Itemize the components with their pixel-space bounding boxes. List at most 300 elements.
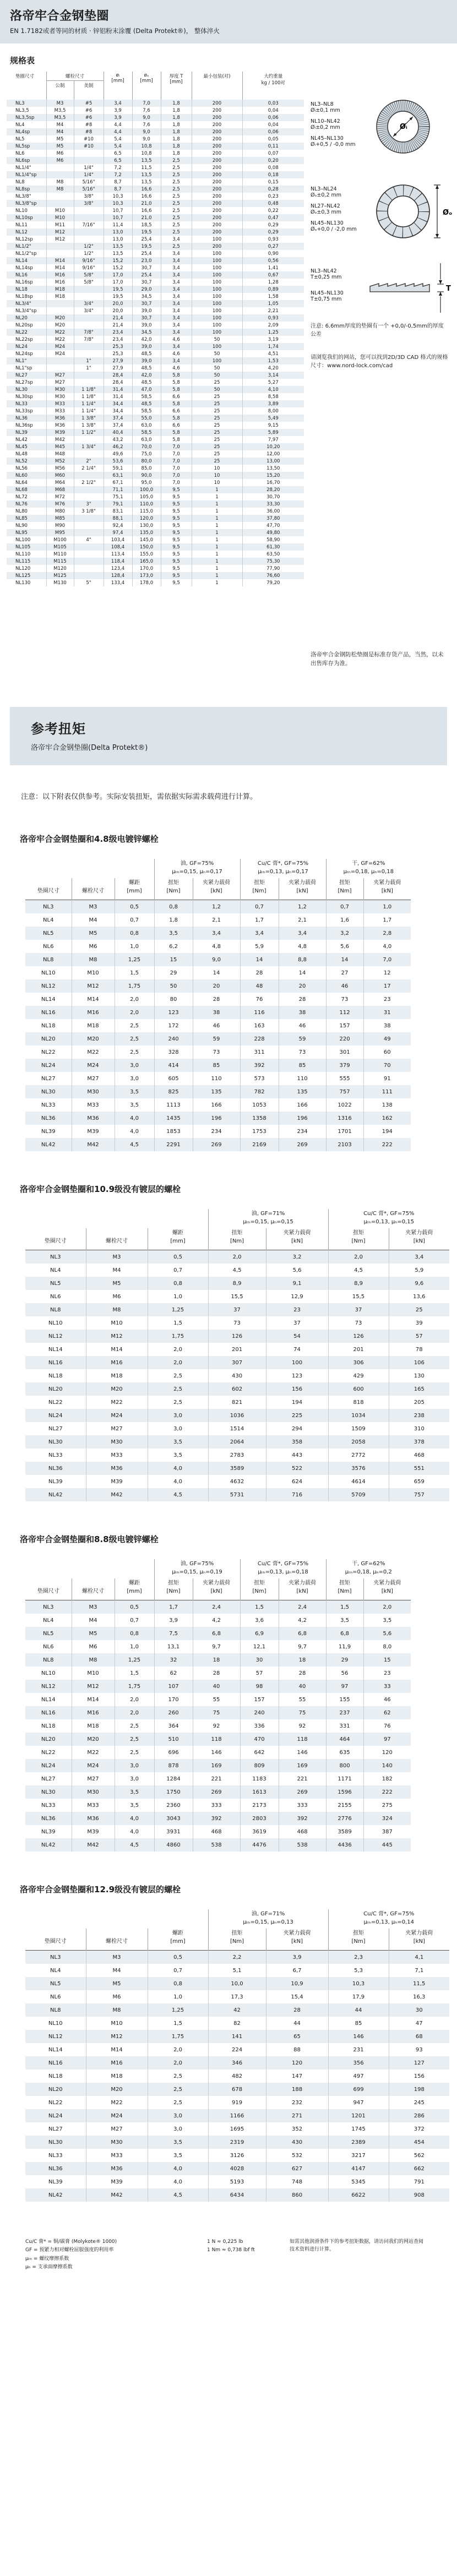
table-cell: NL76 bbox=[15, 501, 28, 507]
table-cell: 23 bbox=[363, 1666, 411, 1680]
spec-table bbox=[7, 72, 304, 586]
table-cell: 6,5 bbox=[104, 157, 132, 164]
table-cell: 14 bbox=[279, 966, 326, 979]
table-cell: 1,05 bbox=[242, 300, 304, 307]
table-cell: NL8 bbox=[50, 1306, 61, 1313]
table-cell: 2,5 bbox=[115, 1719, 154, 1733]
table-cell: NL18 bbox=[48, 2073, 63, 2079]
table-row bbox=[25, 2109, 449, 2122]
table-cell: M8 bbox=[72, 1653, 115, 1666]
table-cell: 30 bbox=[389, 2003, 449, 2017]
column-header-clamp: 夹紧力载荷 [kN] bbox=[266, 1929, 328, 1951]
table-cell: M27 bbox=[46, 379, 74, 386]
table-cell: M16 bbox=[86, 1356, 148, 1369]
table-cell: 200 bbox=[192, 207, 242, 214]
table-cell: 28,4 bbox=[104, 372, 132, 379]
table-cell: NL4 bbox=[43, 917, 54, 923]
table-cell: 91 bbox=[363, 1072, 411, 1085]
table-cell: 3,4 bbox=[279, 927, 326, 940]
table-cell: M27 bbox=[86, 2122, 148, 2136]
table-cell: 13,0 bbox=[104, 228, 132, 236]
table-cell: 4614 bbox=[328, 1475, 389, 1488]
table-cell: 2058 bbox=[328, 1435, 389, 1448]
table-cell: 100 bbox=[192, 300, 242, 307]
table-cell: 25,4 bbox=[132, 250, 161, 257]
table-cell: NL60 bbox=[15, 472, 28, 478]
table-cell: 600 bbox=[328, 1382, 389, 1396]
table-cell: M36 bbox=[72, 1812, 115, 1825]
table-cell: 5,8 bbox=[161, 415, 192, 422]
table-cell: NL22 bbox=[15, 329, 28, 335]
table-cell: 624 bbox=[266, 1475, 328, 1488]
table-row bbox=[7, 443, 304, 450]
table-cell: 29 bbox=[326, 1653, 363, 1666]
table-cell: 1/4" bbox=[74, 171, 104, 178]
table-cell: 5,9 bbox=[240, 940, 279, 953]
washer-profile-icon bbox=[368, 260, 456, 315]
table-cell: 443 bbox=[266, 1448, 328, 1462]
table-cell: 1 3/4" bbox=[74, 443, 104, 450]
column-header-washer: 垫圈尺寸 bbox=[37, 1588, 59, 1594]
table-cell: 85,0 bbox=[132, 465, 161, 472]
torque-table-block-4-8 bbox=[0, 833, 457, 1151]
tolerance-value: Øᵢ±0,1 mm bbox=[311, 107, 340, 113]
table-cell: 103,4 bbox=[104, 536, 132, 543]
table-cell: NL4 bbox=[50, 1967, 61, 1974]
table-cell: 107 bbox=[154, 1680, 193, 1693]
table-cell: 8,9 bbox=[208, 1277, 266, 1290]
table-cell: 37 bbox=[208, 1303, 266, 1316]
thickness-tolerance-note: 注意: 6.6mm厚度的垫圈有一个 +0,0/-0,5mm的厚度公差 bbox=[311, 323, 444, 337]
table-cell: M105 bbox=[46, 543, 74, 551]
tolerance-range: NL27–NL42 bbox=[311, 203, 340, 209]
table-cell: 468 bbox=[389, 1448, 449, 1462]
table-cell: 0,8 bbox=[115, 927, 154, 940]
torque-table-body bbox=[25, 900, 411, 1152]
table-cell: 100 bbox=[192, 250, 242, 257]
table-cell: 240 bbox=[240, 1706, 279, 1719]
tolerance-value: Øᵢ±0,2 mm bbox=[311, 124, 340, 130]
table-cell: 860 bbox=[266, 2188, 328, 2202]
table-cell: M36 bbox=[72, 1112, 115, 1125]
header-spacer bbox=[25, 1909, 208, 1929]
table-cell: 4,5 bbox=[208, 1264, 266, 1277]
table-cell: 3,2 bbox=[266, 1250, 328, 1264]
table-cell: 200 bbox=[192, 193, 242, 200]
table-cell: 2 1/4" bbox=[74, 465, 104, 472]
table-cell: M100 bbox=[46, 536, 74, 543]
tolerance-range: NL3–NL8 bbox=[311, 101, 334, 107]
table-cell: 2,21 bbox=[242, 307, 304, 314]
table-cell: NL6 bbox=[50, 1994, 61, 2000]
group-header-oil: 油, GF=75% μₜₕ=0,15, μₕ=0,19 bbox=[154, 1559, 240, 1578]
table-cell: M20 bbox=[86, 1382, 148, 1396]
table-cell: 9,5 bbox=[161, 522, 192, 529]
table-row bbox=[7, 551, 304, 558]
table-cell: 38 bbox=[279, 1006, 326, 1019]
table-row bbox=[25, 1072, 411, 1085]
table-cell: 2319 bbox=[208, 2136, 266, 2149]
table-cell: 100 bbox=[192, 257, 242, 264]
stock-note: 洛帝牢合金钢防松垫圈是标准存货产品，当然，以未出售库存为准。 bbox=[311, 651, 444, 667]
table-cell bbox=[46, 307, 74, 314]
table-cell: 4,4 bbox=[104, 121, 132, 128]
table-cell: NL16 bbox=[41, 1009, 56, 1016]
footnotes bbox=[25, 2238, 447, 2272]
table-cell: 3,9 bbox=[104, 107, 132, 114]
table-cell: 10,3 bbox=[104, 200, 132, 207]
table-cell: 165 bbox=[389, 1382, 449, 1396]
table-cell: 3/4" bbox=[74, 300, 104, 307]
table-cell: 0,5 bbox=[148, 1951, 208, 1964]
table-cell: 269 bbox=[279, 1138, 326, 1151]
table-cell: 79,20 bbox=[242, 579, 304, 586]
table-cell: NL52 bbox=[15, 458, 28, 464]
table-cell: 92 bbox=[279, 1719, 326, 1733]
table-row bbox=[25, 1838, 411, 1851]
table-row bbox=[7, 522, 304, 529]
table-cell: 50 bbox=[192, 336, 242, 343]
table-cell: 3,9 bbox=[154, 1614, 193, 1627]
cad-link[interactable]: www.nord-lock.com/cad bbox=[327, 362, 393, 369]
table-cell: M8 bbox=[46, 186, 74, 193]
table-cell: NL3 bbox=[15, 100, 25, 106]
table-cell: 3,9 bbox=[104, 114, 132, 121]
table-cell: 110 bbox=[279, 1072, 326, 1085]
table-cell: 3,14 bbox=[242, 372, 304, 379]
table-cell: 120,0 bbox=[132, 515, 161, 522]
table-cell: 221 bbox=[193, 1772, 240, 1785]
table-cell: 14 bbox=[326, 953, 363, 966]
table-cell: M8 bbox=[72, 953, 115, 966]
table-cell: 0,90 bbox=[242, 250, 304, 257]
table-cell: M3 bbox=[72, 1600, 115, 1614]
table-cell: NL33sp bbox=[15, 408, 33, 414]
table-cell: 25 bbox=[192, 436, 242, 443]
table-cell: NL3 bbox=[50, 1954, 61, 1960]
table-cell: 17,3 bbox=[208, 1990, 266, 2003]
table-row bbox=[7, 207, 304, 214]
table-cell: M12 bbox=[86, 1330, 148, 1343]
column-header-thickness: 厚度 T [mm] bbox=[161, 72, 192, 100]
table-row bbox=[7, 500, 304, 508]
table-cell: 0,56 bbox=[242, 257, 304, 264]
table-cell: 9,0 bbox=[132, 128, 161, 135]
table-cell: NL8sp bbox=[15, 186, 30, 192]
table-cell: NL22 bbox=[48, 2099, 63, 2106]
table-row bbox=[25, 1409, 449, 1422]
table-cell: 48,5 bbox=[132, 350, 161, 357]
table-cell: 2,5 bbox=[115, 1019, 154, 1032]
table-cell: 30 bbox=[240, 1653, 279, 1666]
table-row bbox=[25, 2030, 449, 2043]
table-cell: NL30 bbox=[48, 2139, 63, 2145]
table-cell: 3,0 bbox=[148, 1422, 208, 1435]
table-cell: NL4 bbox=[43, 1617, 54, 1624]
table-cell: 346 bbox=[208, 2056, 266, 2069]
table-cell: 82 bbox=[208, 2017, 266, 2030]
table-cell: 5,6 bbox=[326, 940, 363, 953]
footnotes-definitions bbox=[25, 2238, 207, 2272]
table-cell: 20,0 bbox=[104, 307, 132, 314]
table-cell: 2,5 bbox=[115, 1045, 154, 1059]
table-cell: 225 bbox=[266, 1409, 328, 1422]
table-cell: 0,20 bbox=[242, 157, 304, 164]
table-cell: NL1/4" bbox=[15, 165, 31, 171]
table-row bbox=[7, 193, 304, 200]
table-cell: 3,4 bbox=[161, 257, 192, 264]
table-cell: 5,3 bbox=[328, 1964, 389, 1977]
table-cell: 17 bbox=[363, 979, 411, 993]
table-cell: 100 bbox=[192, 236, 242, 243]
table-cell: 25 bbox=[192, 400, 242, 407]
table-cell: 25 bbox=[192, 429, 242, 436]
table-cell: 5,6 bbox=[266, 1264, 328, 1277]
table-cell: 48,5 bbox=[132, 364, 161, 372]
table-cell: 627 bbox=[266, 2162, 328, 2175]
table-cell: 9,5 bbox=[161, 508, 192, 515]
table-row bbox=[7, 529, 304, 536]
table-cell: M14 bbox=[72, 993, 115, 1006]
table-row bbox=[25, 1435, 449, 1448]
table-row bbox=[25, 2043, 449, 2056]
tolerance-value: Øₒ±0,3 mm bbox=[311, 209, 342, 215]
table-cell: 0,8 bbox=[115, 1627, 154, 1640]
table-row bbox=[7, 493, 304, 500]
table-cell: 1,25 bbox=[115, 1653, 154, 1666]
table-row bbox=[7, 357, 304, 364]
table-cell bbox=[74, 150, 104, 157]
table-cell: 37 bbox=[328, 1303, 389, 1316]
table-cell: 4,5 bbox=[328, 1264, 389, 1277]
table-cell bbox=[74, 207, 104, 214]
table-row bbox=[25, 1990, 449, 2003]
table-cell: 28 bbox=[240, 966, 279, 979]
column-header-clamp: 夹紧力载荷 [kN] bbox=[363, 1578, 411, 1600]
table-cell: 200 bbox=[192, 214, 242, 221]
table-cell: 16,70 bbox=[242, 479, 304, 486]
table-cell: 9,5 bbox=[161, 493, 192, 500]
column-header-torque: 扭矩 [Nm] bbox=[326, 1578, 363, 1600]
table-cell: 2 1/2" bbox=[74, 479, 104, 486]
table-cell: M12 bbox=[46, 228, 74, 236]
table-cell: 3043 bbox=[154, 1812, 193, 1825]
table-cell: 67,1 bbox=[104, 479, 132, 486]
table-cell: 126 bbox=[328, 1330, 389, 1343]
table-cell: M36 bbox=[46, 415, 74, 422]
footnote-line: μₜₕ = 螺纹摩擦系数 bbox=[25, 2256, 69, 2262]
table-cell: 3126 bbox=[208, 2149, 266, 2162]
torque-table-title: 洛帝牢合金钢垫圈和8.8级电镀锌螺栓 bbox=[20, 1534, 159, 1544]
table-cell: NL42 bbox=[41, 1141, 56, 1148]
table-cell: 28 bbox=[193, 1666, 240, 1680]
table-row bbox=[25, 1719, 411, 1733]
table-cell: 328 bbox=[154, 1045, 193, 1059]
table-cell: 93 bbox=[389, 2043, 449, 2056]
table-row bbox=[25, 1746, 411, 1759]
column-header-torque: 扭矩 [Nm] bbox=[154, 878, 193, 900]
table-cell: 1,28 bbox=[242, 279, 304, 286]
column-header-pitch: 螺距 [mm] bbox=[148, 1228, 208, 1250]
table-cell bbox=[74, 572, 104, 579]
table-cell: 468 bbox=[193, 1825, 240, 1838]
table-cell: 659 bbox=[389, 1475, 449, 1488]
column-header-torque: 扭矩 [Nm] bbox=[240, 1578, 279, 1600]
table-row bbox=[25, 927, 411, 940]
table-cell: 3,5 bbox=[326, 1614, 363, 1627]
table-row bbox=[7, 293, 304, 300]
table-cell: M120 bbox=[46, 565, 74, 572]
table-row bbox=[25, 1369, 449, 1382]
table-cell: 8,9 bbox=[328, 1277, 389, 1290]
table-cell: NL27 bbox=[15, 372, 28, 378]
table-cell: 4,8 bbox=[279, 940, 326, 953]
table-row bbox=[7, 508, 304, 515]
table-cell: 3 1/8" bbox=[74, 508, 104, 515]
table-cell: 12,00 bbox=[242, 450, 304, 458]
table-cell: 301 bbox=[326, 1045, 363, 1059]
table-cell: 200 bbox=[192, 157, 242, 164]
table-cell: 9,5 bbox=[161, 515, 192, 522]
table-cell: 3,0 bbox=[148, 1409, 208, 1422]
torque-table-body bbox=[25, 1951, 449, 2202]
table-cell: M33 bbox=[86, 1448, 148, 1462]
table-cell: 1,0 bbox=[148, 1290, 208, 1303]
group-header-oil: 油, GF=71% μₜₕ=0,15, μₕ=0,15 bbox=[208, 1209, 328, 1228]
table-cell: 75 bbox=[279, 1706, 326, 1719]
table-cell: NL6 bbox=[15, 150, 25, 156]
table-cell: 5,1 bbox=[208, 1964, 266, 1977]
table-row bbox=[25, 1680, 411, 1693]
table-cell: 9,5 bbox=[161, 572, 192, 579]
table-cell: M16 bbox=[72, 1006, 115, 1019]
table-cell: 46 bbox=[363, 1693, 411, 1706]
table-cell: 825 bbox=[154, 1085, 193, 1098]
table-cell: 5,8 bbox=[161, 372, 192, 379]
table-row bbox=[25, 1396, 449, 1409]
table-row bbox=[25, 2096, 449, 2109]
column-header-clamp: 夹紧力载荷 [kN] bbox=[363, 878, 411, 900]
table-cell: 120 bbox=[266, 2056, 328, 2069]
table-cell: 128,4 bbox=[104, 572, 132, 579]
table-cell: NL90 bbox=[15, 522, 28, 529]
table-cell: 0,67 bbox=[242, 271, 304, 279]
table-cell: M5 bbox=[86, 1977, 148, 1990]
table-cell: 919 bbox=[208, 2096, 266, 2109]
table-cell: 3,4 bbox=[161, 293, 192, 300]
table-cell: M20 bbox=[72, 1032, 115, 1045]
table-row bbox=[7, 221, 304, 228]
table-cell: 5,9 bbox=[389, 1264, 449, 1277]
table-cell: 3931 bbox=[154, 1825, 193, 1838]
table-cell: 146 bbox=[193, 1746, 240, 1759]
table-cell: 75,1 bbox=[104, 493, 132, 500]
table-cell: 25,3 bbox=[104, 343, 132, 350]
column-header-torque: 扭矩 [Nm] bbox=[240, 878, 279, 900]
table-cell: NL42 bbox=[41, 1842, 56, 1848]
table-cell: 0,08 bbox=[242, 164, 304, 171]
table-cell: 59 bbox=[279, 1032, 326, 1045]
table-cell: 1,0 bbox=[148, 1990, 208, 2003]
table-cell: 23,4 bbox=[104, 329, 132, 336]
table-cell bbox=[74, 493, 104, 500]
table-cell: 25 bbox=[192, 415, 242, 422]
table-row bbox=[7, 264, 304, 271]
table-cell: 4,0 bbox=[148, 2175, 208, 2188]
table-cell: NL24 bbox=[48, 1412, 63, 1419]
footnote-line: GF = 预紧力相对螺栓屈服强度的利用率 bbox=[25, 2247, 114, 2253]
table-row bbox=[25, 1475, 449, 1488]
table-cell: 878 bbox=[154, 1759, 193, 1772]
table-cell: 47,0 bbox=[132, 386, 161, 393]
table-cell bbox=[74, 551, 104, 558]
table-cell bbox=[46, 357, 74, 364]
table-cell: 1,75 bbox=[148, 2030, 208, 2043]
table-cell bbox=[74, 236, 104, 243]
table-cell: M16 bbox=[46, 271, 74, 279]
table-cell: NL10 bbox=[15, 208, 28, 214]
table-cell: 0,47 bbox=[242, 214, 304, 221]
table-row bbox=[7, 436, 304, 443]
table-cell: NL42 bbox=[48, 1491, 63, 1498]
table-cell: M39 bbox=[72, 1125, 115, 1138]
table-cell: 15,4 bbox=[266, 1990, 328, 2003]
table-cell: 200 bbox=[192, 186, 242, 193]
table-cell: 4147 bbox=[328, 2162, 389, 2175]
table-cell: M16 bbox=[46, 279, 74, 286]
table-cell: NL12 bbox=[48, 2033, 63, 2040]
table-cell bbox=[74, 515, 104, 522]
table-cell: 60 bbox=[363, 1045, 411, 1059]
table-cell: M18 bbox=[72, 1019, 115, 1032]
table-cell: 2,0 bbox=[115, 993, 154, 1006]
table-cell: 17,9 bbox=[328, 1990, 389, 2003]
table-cell bbox=[74, 228, 104, 236]
table-row bbox=[25, 900, 411, 914]
table-cell: 1022 bbox=[326, 1098, 363, 1112]
table-cell: M20 bbox=[46, 314, 74, 322]
table-cell: 200 bbox=[192, 128, 242, 135]
table-cell: 2,0 bbox=[208, 1250, 266, 1264]
table-row bbox=[7, 271, 304, 279]
table-cell: NL4 bbox=[50, 1267, 61, 1273]
table-cell: M39 bbox=[86, 1475, 148, 1488]
table-cell: NL125 bbox=[15, 573, 31, 579]
group-header-cuc-paste: Cu/C 膏*, GF=75% μₜₕ=0,13, μₕ=0,17 bbox=[240, 859, 326, 878]
table-cell: 173,0 bbox=[132, 572, 161, 579]
table-row bbox=[7, 565, 304, 572]
table-cell: 46 bbox=[326, 979, 363, 993]
table-cell: 140 bbox=[363, 1759, 411, 1772]
table-row bbox=[7, 558, 304, 565]
table-cell: 269 bbox=[193, 1785, 240, 1799]
table-cell bbox=[74, 372, 104, 379]
table-cell: NL14 bbox=[41, 996, 56, 1003]
table-cell: M3 bbox=[72, 900, 115, 914]
table-cell: #5 bbox=[74, 100, 104, 107]
table-cell: 21,0 bbox=[132, 200, 161, 207]
inner-diameter-label: Øᵢ bbox=[400, 123, 407, 131]
table-cell: 220 bbox=[326, 1032, 363, 1045]
column-header-torque: 扭矩 [Nm] bbox=[328, 1929, 389, 1951]
table-cell: M6 bbox=[72, 1640, 115, 1653]
table-cell: 6622 bbox=[328, 2188, 389, 2202]
table-cell: M4 bbox=[46, 128, 74, 135]
table-cell: NL1"sp bbox=[15, 365, 32, 371]
table-cell: 77,90 bbox=[242, 565, 304, 572]
table-cell: 4,4 bbox=[104, 128, 132, 135]
table-cell: 3,0 bbox=[115, 1072, 154, 1085]
